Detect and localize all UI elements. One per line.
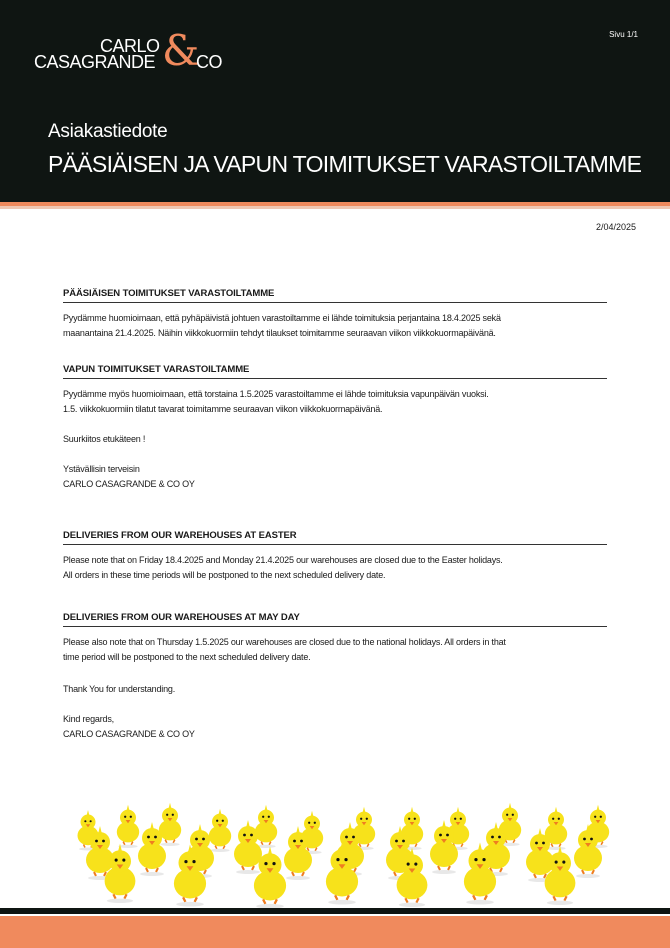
body-line: Pyydämme myös huomioimaan, että torstaina 1.5.2025 varastoiltamme ei lähde toimituksia vapunpäivän vuoksi. xyxy=(63,389,489,399)
footer-band xyxy=(0,916,670,948)
body-line: Pyydämme huomioimaan, että pyhäpäivistä johtuen varastoiltamme ei lähde toimituksia perjantaina 18.4.2025 sekä xyxy=(63,313,501,323)
page-number: Sivu 1/1 xyxy=(609,30,638,39)
en-easter-section xyxy=(63,530,607,583)
section-heading: DELIVERIES FROM OUR WAREHOUSES AT EASTER xyxy=(63,530,607,545)
en-thanks: Thank You for understanding. xyxy=(63,684,175,694)
logo-carlo: CARLO xyxy=(100,36,160,56)
document-title: PÄÄSIÄISEN JA VAPUN TOIMITUKSET VARASTOILTAMME xyxy=(48,151,642,177)
body-line: Please note that on Friday 18.4.2025 and Monday 21.4.2025 our warehouses are closed due to the Easter holidays. xyxy=(63,555,503,565)
document-type: Asiakastiedote xyxy=(48,121,168,142)
section-body xyxy=(63,635,607,665)
body-line: All orders in these time periods will be postponed to the next scheduled delivery date. xyxy=(63,570,386,580)
body-line: Please also note that on Thursday 1.5.2025 our warehouses are closed due to the national holidays. All orders in that xyxy=(63,637,506,647)
en-signature: CARLO CASAGRANDE & CO OY xyxy=(63,729,195,739)
easter-chicks-image xyxy=(40,800,640,910)
section-heading: VAPUN TOIMITUKSET VARASTOILTAMME xyxy=(63,364,607,379)
header-banner xyxy=(0,0,670,202)
document-date: 2/04/2025 xyxy=(595,222,636,232)
body-line: time period will be postponed to the next scheduled delivery date. xyxy=(63,652,311,662)
logo-ampersand: & xyxy=(162,26,200,75)
chick-figure xyxy=(159,803,181,846)
section-body xyxy=(63,553,607,583)
accent-stripe-light xyxy=(0,206,670,209)
section-body xyxy=(63,387,607,417)
fi-signature: CARLO CASAGRANDE & CO OY xyxy=(63,479,195,489)
en-greeting: Kind regards, xyxy=(63,714,114,724)
body-line: 1.5. viikkokuormiin tilatut tavarat toimitamme seuraavan viikon viikkokuormapäivänä. xyxy=(63,404,383,414)
logo-co: CO xyxy=(196,52,222,72)
section-heading: DELIVERIES FROM OUR WAREHOUSES AT MAY DAY xyxy=(63,612,607,627)
footer-stripe-dark xyxy=(0,908,670,914)
chick-figure xyxy=(117,805,139,848)
en-mayday-section xyxy=(63,612,607,665)
chick-figure xyxy=(209,809,231,852)
fi-greeting: Ystävällisin terveisin xyxy=(63,464,140,474)
fi-thanks: Suurkiitos etukäteen ! xyxy=(63,434,146,444)
fi-mayday-section xyxy=(63,364,607,417)
chick-figure xyxy=(255,805,277,848)
section-body xyxy=(63,311,607,341)
body-line: maanantaina 21.4.2025. Näihin viikkokuormiin tehdyt tilaukset toimitamme seuraavan viikon viikkokuormapäivänä. xyxy=(63,328,496,338)
logo-casagrande: CASAGRANDE xyxy=(34,52,156,72)
section-heading: PÄÄSIÄISEN TOIMITUKSET VARASTOILTAMME xyxy=(63,288,607,303)
fi-easter-section xyxy=(63,288,607,341)
